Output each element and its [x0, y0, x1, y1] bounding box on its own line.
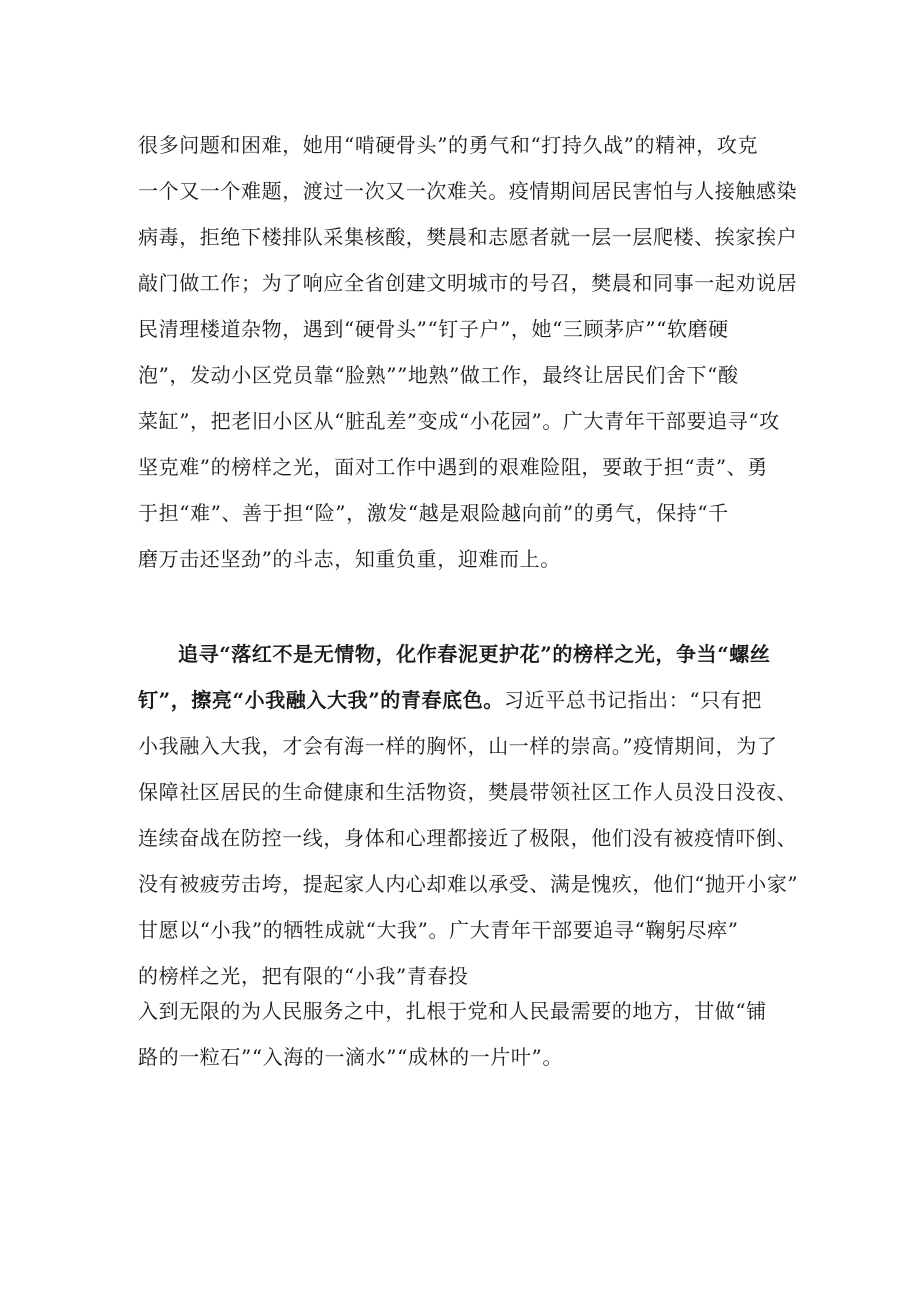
section-heading-bold: 钉”，擦亮“小我融入大我”的青春底色。: [138, 688, 504, 712]
paragraph-line: 一个又一个难题，渡过一次又一次难关。疫情期间居民害怕与人接触感染: [138, 179, 798, 203]
paragraph-line: 菜缸”，把老旧小区从“脏乱差”变成“小花园”。广大青年干部要追寻“攻: [138, 409, 780, 433]
paragraph-text: 习近平总书记指出：“只有把: [503, 688, 762, 712]
paragraph-line: 坚克难”的榜样之光，面对工作中遇到的艰难险阻，要敢于担“责”、勇: [138, 455, 768, 479]
paragraph-line: 路的一粒石”“入海的一滴水”“成林的一片叶”。: [138, 1045, 563, 1069]
paragraph-line: 小我融入大我，才会有海一样的胸怀，山一样的崇高。”疫情期间，为了: [138, 734, 778, 758]
paragraph-line: 保障社区居民的生命健康和生活物资，樊晨带领社区工作人员没日没夜、: [138, 780, 798, 804]
paragraph-line: 敲门做工作；为了响应全省创建文明城市的号召，樊晨和同事一起劝说居: [138, 271, 798, 295]
paragraph-line: 病毒，拒绝下楼排队采集核酸，樊晨和志愿者就一层一层爬楼、挨家挨户: [138, 225, 798, 249]
paragraph-line: 泡”，发动小区党员靠“脸熟””地熟”做工作，最终让居民们舍下“酸: [138, 363, 739, 387]
paragraph-line: 于担“难”、善于担“险”，激发“越是艰险越向前”的勇气，保持“千: [138, 501, 729, 525]
paragraph-line: 磨万击还坚劲”的斗志，知重负重，迎难而上。: [138, 547, 561, 571]
paragraph-line: 民清理楼道杂物，遇到“硬骨头”“钉子户”，她“三顾茅庐”“软磨硬: [138, 317, 729, 341]
paragraph-line: 连续奋战在防控一线，身体和心理都接近了极限，他们没有被疫情吓倒、: [138, 826, 798, 850]
section-heading-line: [138, 686, 762, 714]
paragraph-line: 甘愿以“小我”的牺牲成就“大我”。广大青年干部要追寻“鞠躬尽瘁”: [138, 918, 739, 942]
paragraph-line: 很多问题和困难，她用“啃硬骨头”的勇气和“打持久战”的精神，攻克: [138, 133, 759, 157]
paragraph-line: 入到无限的为人民服务之中，扎根于党和人民最需要的地方，甘做“铺: [138, 999, 767, 1023]
paragraph-line: 没有被疲劳击垮，提起家人内心却难以承受、满是愧疚，他们“抛开小家”: [138, 872, 799, 896]
paragraph-line: 的榜样之光，把有限的“小我”青春投: [138, 964, 469, 988]
section-heading-line: 追寻“落红不是无情物，化作春泥更护花”的榜样之光，争当“螺丝: [178, 642, 771, 666]
